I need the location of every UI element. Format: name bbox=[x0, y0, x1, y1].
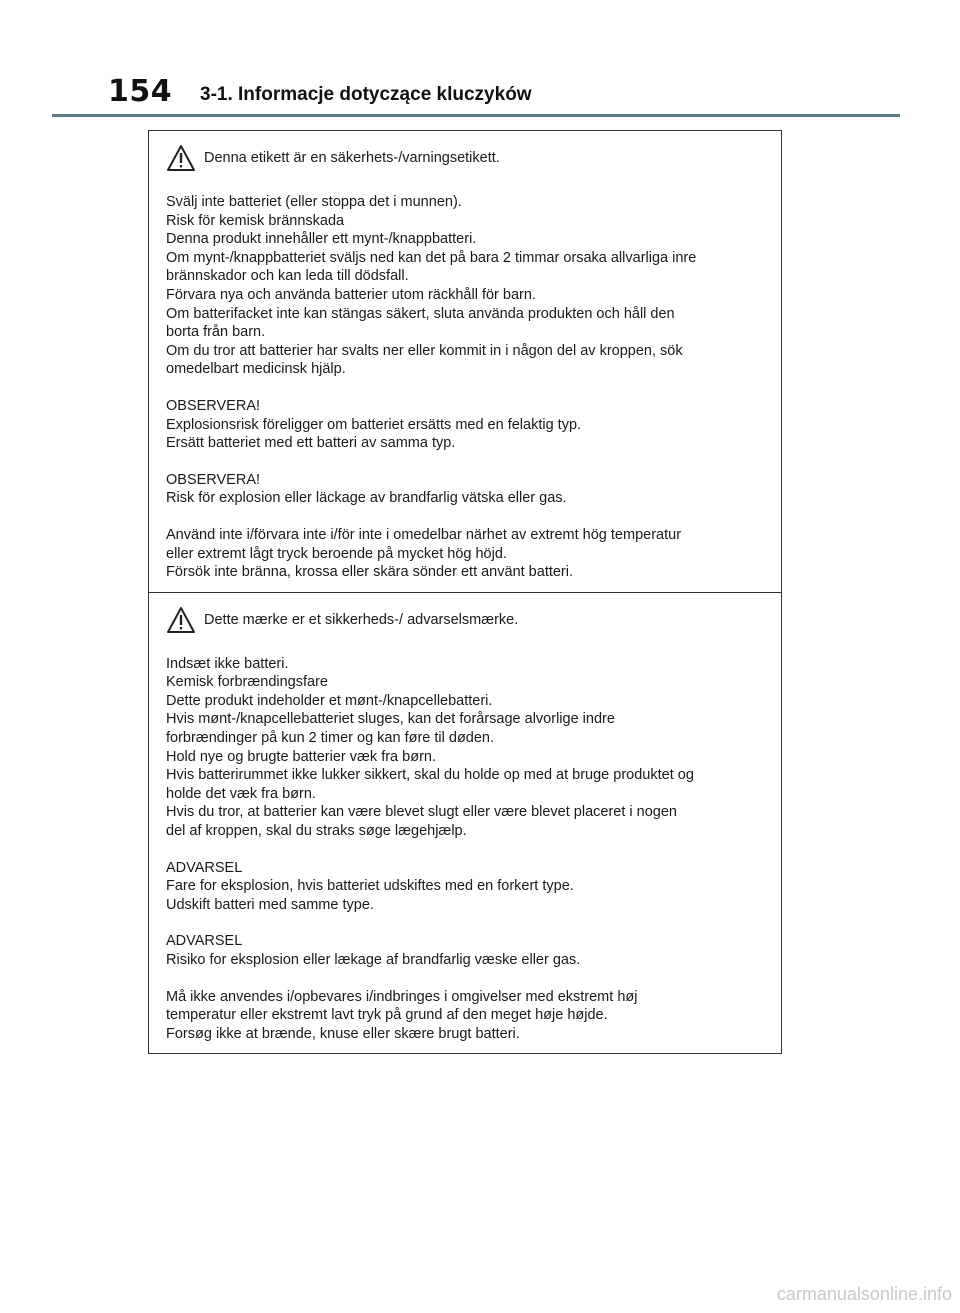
text-line: ADVARSEL bbox=[166, 859, 243, 876]
text-line: holde det væk fra børn. bbox=[166, 785, 316, 802]
text-line: brännskador och kan leda till dödsfall. bbox=[166, 268, 409, 285]
text-line: Dette produkt indeholder et mønt-/knapcellebatteri. bbox=[166, 692, 493, 709]
text-line: Denna produkt innehåller ett mynt-/knappbatteri. bbox=[166, 231, 477, 248]
page-header bbox=[0, 0, 960, 120]
text-line: Om mynt-/knappbatteriet sväljs ned kan det på bara 2 timmar orsaka allvarliga inre bbox=[166, 249, 697, 266]
text-line: Indsæt ikke batteri. bbox=[166, 655, 289, 672]
text-line: Försök inte bränna, krossa eller skära sönder ett använt batteri. bbox=[166, 564, 574, 581]
text-line: OBSERVERA! bbox=[166, 471, 261, 488]
text-block bbox=[166, 471, 763, 508]
text-line: borta från barn. bbox=[166, 324, 266, 341]
text-line: Svälj inte batteriet (eller stoppa det i munnen). bbox=[166, 194, 462, 210]
danish-warning-panel bbox=[149, 592, 781, 1054]
header-divider bbox=[52, 114, 900, 117]
panel-heading: Denna etikett är en säkerhets-/varningsetikett. bbox=[204, 150, 500, 166]
text-line: Ersätt batteriet med ett batteri av samma typ. bbox=[166, 435, 456, 452]
text-line: Fare for eksplosion, hvis batteriet udskiftes med en forkert type. bbox=[166, 878, 574, 895]
text-line: Hvis mønt-/knapcellebatteriet sluges, kan det forårsage alvorlige indre bbox=[166, 711, 615, 728]
text-line: Använd inte i/förvara inte i/för inte i omedelbar närhet av extremt hög temperatur bbox=[166, 526, 682, 543]
warning-triangle-icon bbox=[166, 606, 196, 634]
text-block bbox=[166, 397, 763, 453]
safety-label-box bbox=[148, 130, 782, 1054]
text-line: Udskift batteri med samme type. bbox=[166, 896, 374, 913]
text-line: Risk för explosion eller läckage av brandfarlig vätska eller gas. bbox=[166, 490, 567, 507]
text-line: forbrændinger på kun 2 timer og kan føre til døden. bbox=[166, 730, 495, 747]
text-line: Förvara nya och använda batterier utom räckhåll för barn. bbox=[166, 286, 536, 303]
warning-triangle-icon bbox=[166, 144, 196, 172]
section-title: 3-1. Informacje dotyczące kluczyków bbox=[200, 84, 532, 105]
text-line: omedelbart medicinsk hjälp. bbox=[166, 361, 346, 378]
watermark: carmanualsonline.info bbox=[776, 1284, 952, 1304]
text-line: Explosionsrisk föreligger om batteriet ersätts med en felaktig typ. bbox=[166, 416, 582, 433]
text-block bbox=[166, 932, 763, 969]
text-line: eller extremt lågt tryck beroende på mycket hög höjd. bbox=[166, 545, 507, 562]
text-block bbox=[166, 526, 763, 582]
text-line: Om du tror att batterier har svalts ner eller kommit in i någon del av kroppen, sök bbox=[166, 342, 683, 359]
text-line: Risk för kemisk brännskada bbox=[166, 212, 345, 229]
panel-header bbox=[166, 603, 763, 637]
text-block bbox=[166, 859, 763, 915]
text-line: Risiko for eksplosion eller lækage af brandfarlig væske eller gas. bbox=[166, 952, 581, 968]
text-line: ADVARSEL bbox=[166, 933, 243, 950]
text-line: OBSERVERA! bbox=[166, 397, 261, 414]
text-line: Må ikke anvendes i/opbevares i/indbringes i omgivelser med ekstremt høj bbox=[166, 988, 638, 1005]
panel-header bbox=[166, 141, 763, 175]
text-line: temperatur eller ekstremt lavt tryk på grund af den meget høje højde. bbox=[166, 1007, 608, 1024]
text-line: Hvis du tror, at batterier kan være blevet slugt eller være blevet placeret i nogen bbox=[166, 804, 677, 821]
text-block bbox=[166, 193, 763, 379]
text-block bbox=[166, 655, 763, 841]
text-line: Forsøg ikke at brænde, knuse eller skære brugt batteri. bbox=[166, 1025, 520, 1042]
text-line: Kemisk forbrændingsfare bbox=[166, 674, 328, 691]
page-number: 154 bbox=[108, 74, 173, 109]
text-line: Hvis batterirummet ikke lukker sikkert, skal du holde op med at bruge produktet og bbox=[166, 767, 694, 784]
panel-heading: Dette mærke er et sikkerheds-/ advarselsmærke. bbox=[204, 611, 519, 628]
text-block bbox=[166, 988, 763, 1044]
text-line: del af kroppen, skal du straks søge lægehjælp. bbox=[166, 823, 467, 840]
text-line: Om batterifacket inte kan stängas säkert, sluta använda produkten och håll den bbox=[166, 305, 675, 322]
swedish-warning-panel bbox=[149, 131, 781, 592]
text-line: Hold nye og brugte batterier væk fra børn. bbox=[166, 748, 436, 765]
